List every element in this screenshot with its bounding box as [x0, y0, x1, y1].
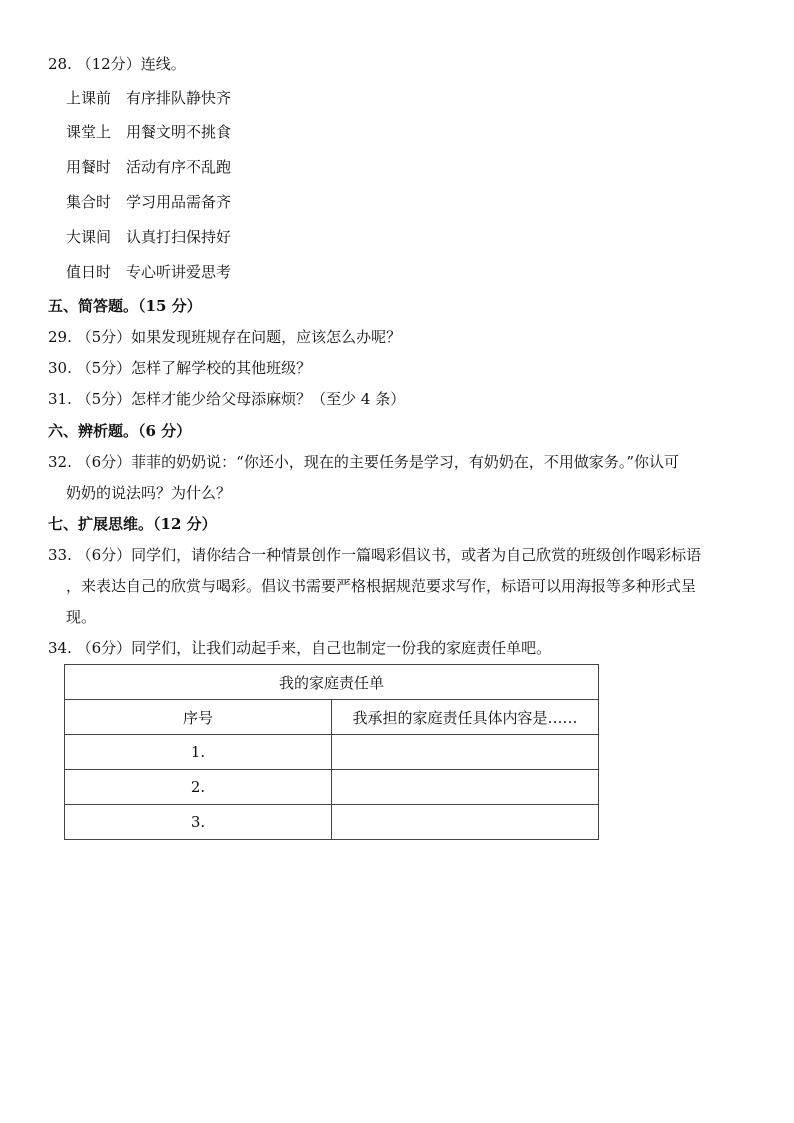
table-title-row [65, 665, 599, 700]
answer-cell[interactable] [332, 735, 599, 770]
match-left: 课堂上 [66, 123, 112, 141]
section-7-title: 七、扩展思维。（12 分） [48, 515, 217, 533]
match-right: 专心听讲爱思考 [126, 263, 232, 281]
question-32-line-1: 32. （6分）菲菲的奶奶说：“你还小，现在的主要任务是学习，有奶奶在，不用做家务。”你认可 [48, 453, 680, 471]
match-left: 值日时 [66, 263, 112, 281]
match-left: 集合时 [66, 193, 112, 211]
match-left: 大课间 [66, 228, 112, 246]
match-right: 有序排队静快齐 [126, 89, 232, 107]
question-31: 31. （5分）怎样才能少给父母添麻烦？（至少 4 条） [48, 390, 406, 408]
section-6-title: 六、辨析题。（6 分） [48, 422, 192, 440]
family-responsibility-table [64, 664, 599, 840]
match-pair-5 [66, 227, 231, 247]
question-33-line-3: 现。 [66, 608, 97, 626]
section-5-title: 五、简答题。（15 分） [48, 297, 202, 315]
match-right: 用餐文明不挑食 [126, 123, 232, 141]
column-header-number: 序号 [65, 700, 332, 735]
match-pair-6 [66, 262, 231, 282]
row-number: 3. [65, 805, 332, 840]
match-right: 认真打扫保持好 [126, 228, 232, 246]
q28-header: 28. （12分）连线。 [48, 55, 186, 73]
table-title: 我的家庭责任单 [65, 665, 599, 700]
match-pair-2 [66, 122, 231, 142]
match-right: 活动有序不乱跑 [126, 158, 232, 176]
table-row [65, 805, 599, 840]
answer-cell[interactable] [332, 805, 599, 840]
question-30: 30. （5分）怎样了解学校的其他班级？ [48, 359, 312, 377]
match-left: 上课前 [66, 89, 112, 107]
question-34: 34. （6分）同学们，让我们动起手来，自己也制定一份我的家庭责任单吧。 [48, 639, 552, 657]
question-32-line-2: 奶奶的说法吗？为什么？ [66, 484, 232, 502]
answer-cell[interactable] [332, 770, 599, 805]
table-row [65, 735, 599, 770]
question-33-line-2: ，来表达自己的欣赏与喝彩。倡议书需要严格根据规范要求写作，标语可以用海报等多种形式呈 [66, 577, 697, 595]
row-number: 2. [65, 770, 332, 805]
table-header-row [65, 700, 599, 735]
match-pair-3 [66, 157, 231, 177]
question-29: 29. （5分）如果发现班规存在问题，应该怎么办呢？ [48, 328, 402, 346]
match-left: 用餐时 [66, 158, 112, 176]
match-pair-4 [66, 192, 231, 212]
table-row [65, 770, 599, 805]
row-number: 1. [65, 735, 332, 770]
match-pair-1 [66, 88, 231, 108]
column-header-content: 我承担的家庭责任具体内容是…… [332, 700, 599, 735]
question-33-line-1: 33. （6分）同学们，请你结合一种情景创作一篇喝彩倡议书，或者为自己欣赏的班级创作喝彩标语 [48, 546, 702, 564]
match-right: 学习用品需备齐 [126, 193, 232, 211]
